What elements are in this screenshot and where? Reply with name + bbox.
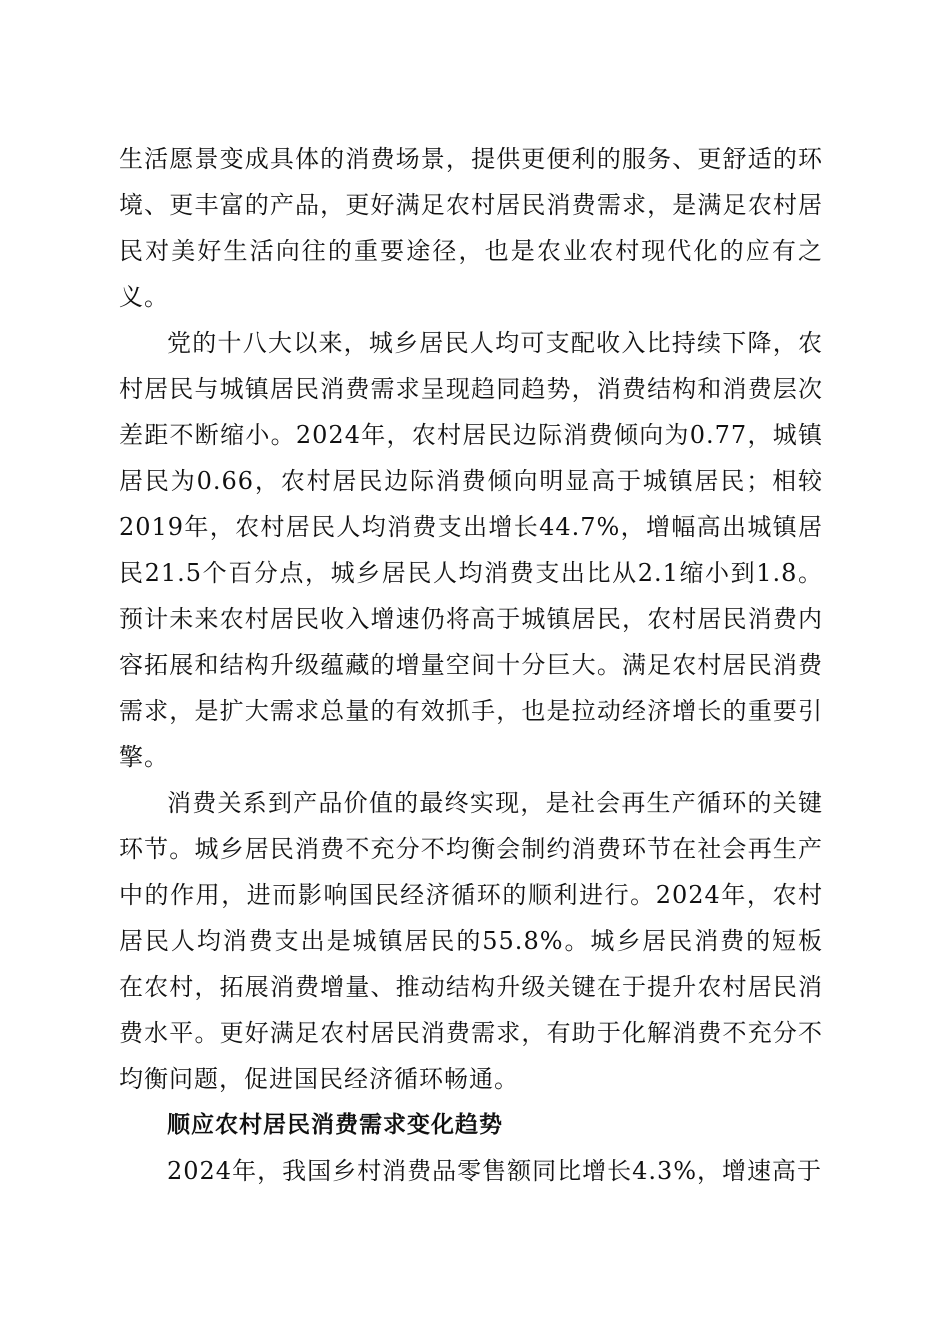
- document-page: [119, 136, 823, 1194]
- paragraph-4: 2024年，我国乡村消费品零售额同比增长4.3%，增速高于: [167, 1157, 823, 1185]
- paragraph-3: 消费关系到产品价值的最终实现，是社会再生产循环的关键环节。城乡居民消费不充分不均衡会制约消费环节在社会再生产中的作用，进而影响国民经济循环的顺利进行。2024年，农村居民人均消费支出是城镇居民的55.8%。城乡居民消费的短板在农村，拓展消费增量、推动结构升级关键在于提升农村居民消费水平。更好满足农村居民消费需求，有助于化解消费不充分不均衡问题，促进国民经济循环畅通。: [119, 789, 823, 1093]
- section-heading: 顺应农村居民消费需求变化趋势: [167, 1112, 503, 1138]
- paragraph-2: 党的十八大以来，城乡居民人均可支配收入比持续下降，农村居民与城镇居民消费需求呈现趋同趋势，消费结构和消费层次差距不断缩小。2024年，农村居民边际消费倾向为0.77，城镇居民为0.66，农村居民边际消费倾向明显高于城镇居民；相较2019年，农村居民人均消费支出增长44.7%，增幅高出城镇居民21.5个百分点，城乡居民人均消费支出比从2.1缩小到1.8。预计未来农村居民收入增速仍将高于城镇居民，农村居民消费内容拓展和结构升级蕴藏的增量空间十分巨大。满足农村居民消费需求，是扩大需求总量的有效抓手，也是拉动经济增长的重要引擎。: [119, 329, 823, 771]
- paragraph-1: 生活愿景变成具体的消费场景，提供更便利的服务、更舒适的环境、更丰富的产品，更好满足农村居民消费需求，是满足农村居民对美好生活向往的重要途径，也是农业农村现代化的应有之义。: [119, 145, 823, 311]
